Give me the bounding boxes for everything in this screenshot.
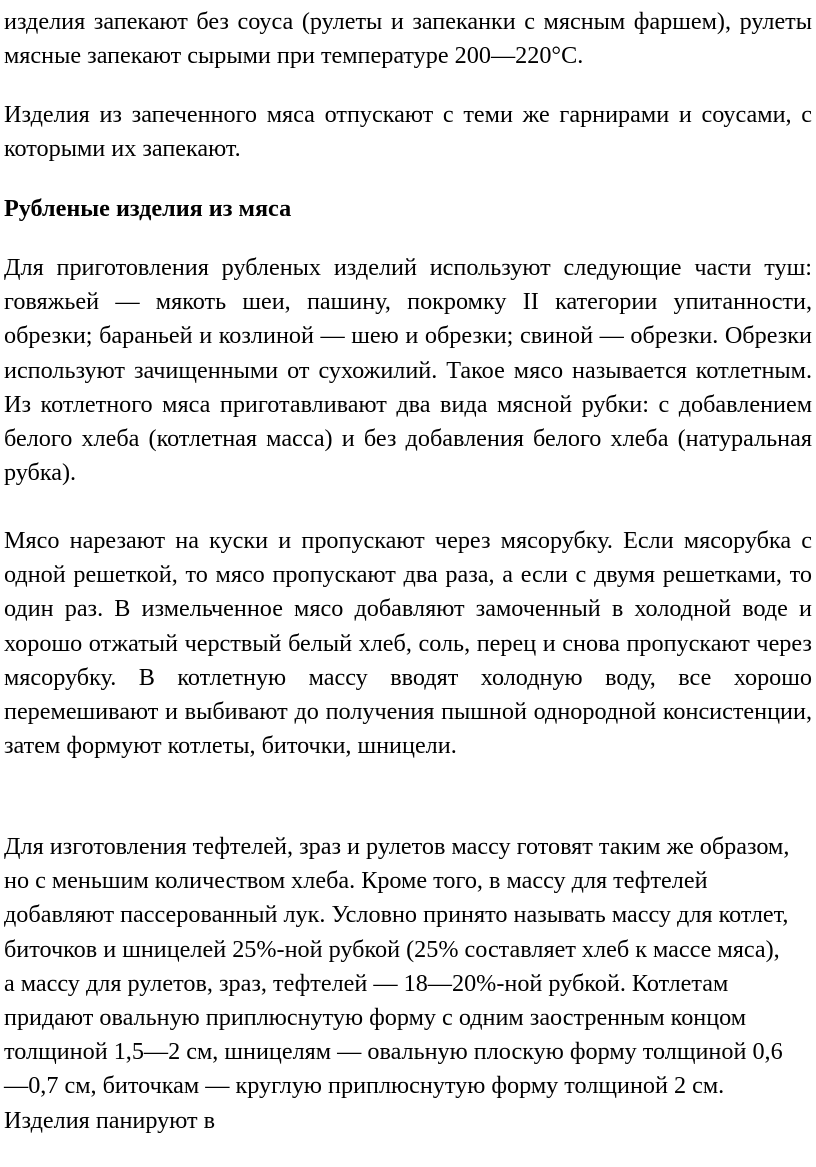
paragraph-meatballs: Для изготовления тефтелей, зраз и рулетов массу готовят таким же образом, но с меньшим количеством хлеба. Кроме того, в массу для тефтелей добавляют пассерованный лук. Условно принято называть массу для котлет, биточков и шницелей 25%-ной рубкой (25% составляет хлеб к массе мяса), а массу для рулетов, зраз, тефтелей — 18—20%-ной рубкой. Котлетам придают овальную приплюснутую форму с одним заостренным концом толщиной 1,5—2 см, шницелям — овальную плоскую форму толщиной 0,6—0,7 см, биточкам — круглую приплюснутую форму толщиной 2 см. Изделия панируют в [4,833,790,1134]
paragraph-serving: Изделия из запеченного мяса отпускают с теми же гарнирами и соусами, с которыми их запекают. [4,101,812,163]
paragraph-baking-intro: изделия запекают без соуса (рулеты и запеканки с мясным фаршем), рулеты мясные запекают сырыми при температуре 200—220°С. [4,8,812,70]
paragraph-minced-parts: Для приготовления рубленых изделий используют следующие части туш: говяжьей — мякоть шеи, пашину, покромку II категории упитанности, обрезки; бараньей и козлиной — шею и обрезки; свиной — обрезки. Обрезки используют зачищенными от сухожилий. Такое мясо называется котлетным. Из котлетного мяса приготавливают два вида мясной рубки: с добавлением белого хлеба (котлетная масса) и без добавления белого хлеба (натуральная рубка). [4,254,812,487]
paragraph-mincing-process: Мясо нарезают на куски и пропускают через мясорубку. Если мясорубка с одной решеткой, то мясо пропускают два раза, а если с двумя решетками, то один раз. В измельченное мясо добавляют замоченный в холодной воде и хорошо отжатый черствый белый хлеб, соль, перец и снова пропускают через мясорубку. В котлетную массу вводят холодную воду, все хорошо перемешивают и выбивают до получения пышной однородной консистенции, затем формуют котлеты, биточки, шницели. [4,527,812,760]
section-heading: Рубленые изделия из мяса [4,195,292,222]
